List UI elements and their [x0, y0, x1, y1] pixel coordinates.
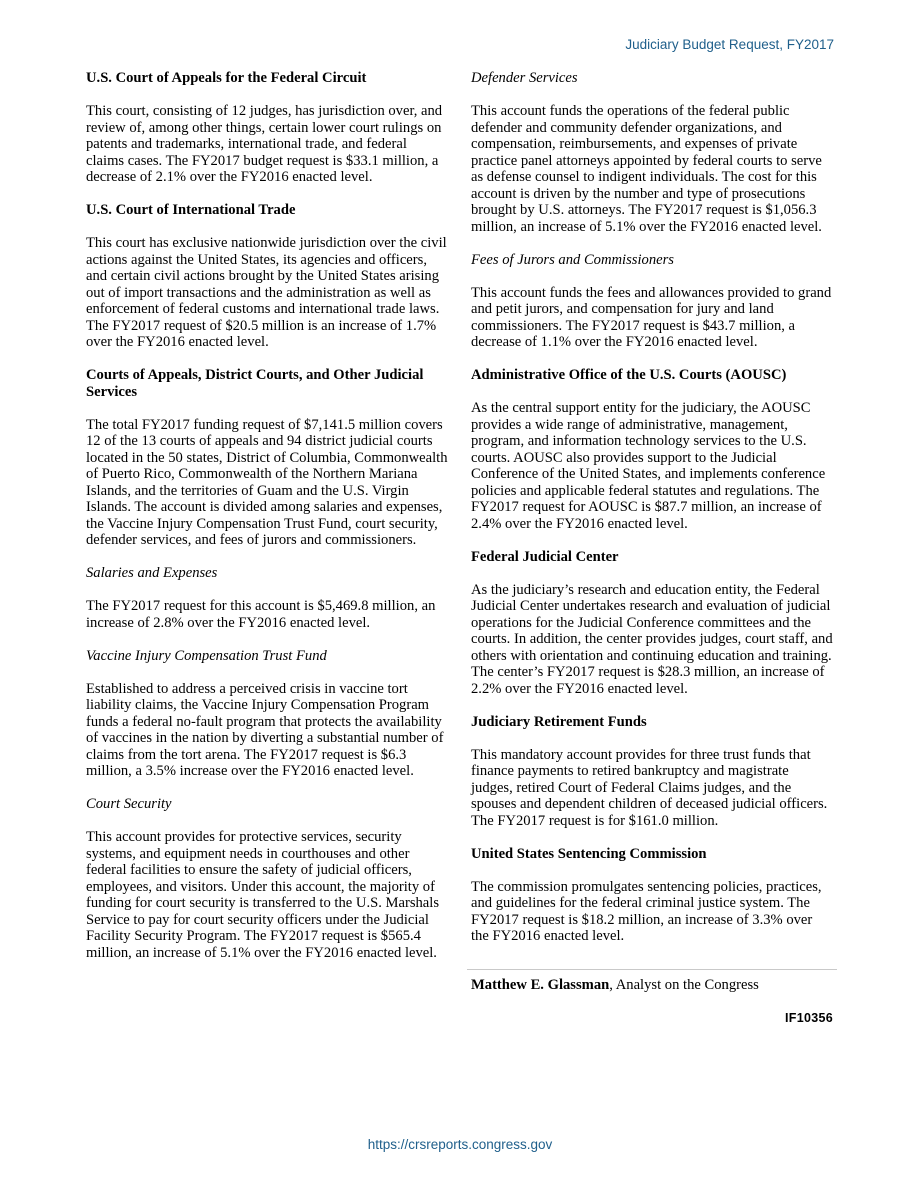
- footer: [0, 1137, 920, 1152]
- paragraph-vaccine: Established to address a perceived crisis in vaccine tort liability claims, the Vaccine Injury Compensation Program funds a federal no-fault program that protects the availability of vaccines in the nation by diverting a substantial number of claims from the tort arena. The FY2017 request is $6.3 million, a 3.5% increase over the FY2016 enacted level.: [86, 680, 444, 779]
- left-column: [86, 70, 448, 978]
- subheading-court-security: Court Security: [86, 796, 172, 812]
- paragraph-salaries: The FY2017 request for this account is $5,469.8 million, an increase of 2.8% over the FY2016 enacted level.: [86, 598, 436, 631]
- paragraph-courts-of-appeals: The total FY2017 funding request of $7,141.5 million covers 12 of the 13 courts of appeals and 94 district judicial courts located in the 50 states, District of Columbia, Commonwealth of Puerto Rico, Commonwealth of the Northern Mariana Islands, and the territories of Guam and the U.S. Virgin Islands. The account is divided among salaries and expenses, the Vaccine Injury Compensation Trust Fund, court security, defender services, and fees of jurors and commissioners.: [86, 416, 448, 548]
- paragraph-defender: This account funds the operations of the federal public defender and community defender organizations, and compensation, reimbursements, and expenses of private practice panel attorneys appointed by federal courts to serve as defense counsel to indigent individuals. The cost for this account is driven by the number and type of prosecutions brought by U.S. attorneys. The FY2017 request is $1,056.3 million, an increase of 5.1% over the FY2016 enacted level.: [471, 103, 822, 235]
- subheading-jurors: Fees of Jurors and Commissioners: [471, 251, 674, 268]
- section-heading-sentencing: United States Sentencing Commission: [471, 845, 707, 862]
- report-id: IF10356: [785, 1010, 833, 1025]
- section-heading-federal-circuit: U.S. Court of Appeals for the Federal Circuit: [86, 70, 367, 86]
- section-heading-retirement: Judiciary Retirement Funds: [471, 713, 647, 730]
- right-column: [471, 70, 833, 1026]
- subheading-salaries: Salaries and Expenses: [86, 565, 218, 581]
- section-heading-international-trade: U.S. Court of International Trade: [86, 202, 296, 218]
- paragraph-sentencing: The commission promulgates sentencing policies, practices, and guidelines for the federal criminal justice system. The FY2017 request is $18.2 million, an increase of 3.3% over the FY2016 enacted level.: [471, 878, 822, 944]
- paragraph-international-trade: This court has exclusive nationwide jurisdiction over the civil actions against the United States, its agencies and officers, and certain civil actions brought by the United States arising out of import transactions and the administration as well as enforcement of federal customs and international trade laws. The FY2017 request of $20.5 million is an increase of 1.7% over the FY2016 enacted level.: [86, 235, 447, 350]
- author-name: Matthew E. Glassman: [471, 976, 610, 993]
- footer-link[interactable]: https://crsreports.congress.gov: [367, 1137, 553, 1152]
- section-heading-courts-of-appeals: Courts of Appeals, District Courts, and Other Judicial Services: [86, 367, 424, 400]
- author-divider: [467, 969, 837, 970]
- subheading-defender: Defender Services: [471, 70, 578, 86]
- author-role: , Analyst on the Congress: [609, 976, 759, 993]
- paragraph-aousc: As the central support entity for the judiciary, the AOUSC provides a wide range of administrative, management, program, and information technology services to the U.S. courts. AOUSC also provides support to the Judicial Conference of the United States, and implements conference policies and applicable federal statutes and regulations. The FY2017 request for AOUSC is $87.7 million, an increase of 2.4% over the FY2016 enacted level.: [471, 400, 826, 532]
- paragraph-fjc: As the judiciary’s research and education entity, the Federal Judicial Center undertakes research and evaluation of judicial operations for the Judicial Conference committees and the courts. In addition, the center provides judges, court staff, and others with orientation and continuing education and training. The center’s FY2017 request is $28.3 million, an increase of 2.2% over the FY2016 enacted level.: [471, 581, 833, 697]
- subheading-vaccine: Vaccine Injury Compensation Trust Fund: [86, 647, 327, 664]
- section-heading-aousc: Administrative Office of the U.S. Courts (AOUSC): [471, 367, 787, 383]
- paragraph-jurors: This account funds the fees and allowances provided to grand and petit jurors, and compensation for jury and land commissioners. The FY2017 request is $43.7 million, a decrease of 1.1% over the FY2016 enacted level.: [471, 284, 832, 350]
- paragraph-federal-circuit: This court, consisting of 12 judges, has jurisdiction over, and review of, among other things, certain lower court rulings on patents and trademarks, international trade, and federal claims cases. The FY2017 budget request is $33.1 million, a decrease of 2.1% over the FY2016 enacted level.: [86, 103, 443, 185]
- section-heading-fjc: Federal Judicial Center: [471, 548, 619, 565]
- author-line: [471, 977, 833, 994]
- paragraph-court-security: This account provides for protective services, security systems, and equipment needs in courthouses and other federal facilities to ensure the safety of judicial officers, employees, and visitors. Under this account, the majority of funding for court security is transferred to the U.S. Marshals Service to pay for court security officers under the Judicial Facility Security Program. The FY2017 request is $565.4 million, an increase of 5.1% over the FY2016 enacted level.: [86, 829, 440, 961]
- running-header: Judiciary Budget Request, FY2017: [625, 37, 834, 52]
- paragraph-retirement: This mandatory account provides for three trust funds that finance payments to retired bankruptcy and magistrate judges, retired Court of Federal Claims judges, and the spouses and dependent children of deceased judicial officers. The FY2017 request is for $161.0 million.: [471, 746, 828, 829]
